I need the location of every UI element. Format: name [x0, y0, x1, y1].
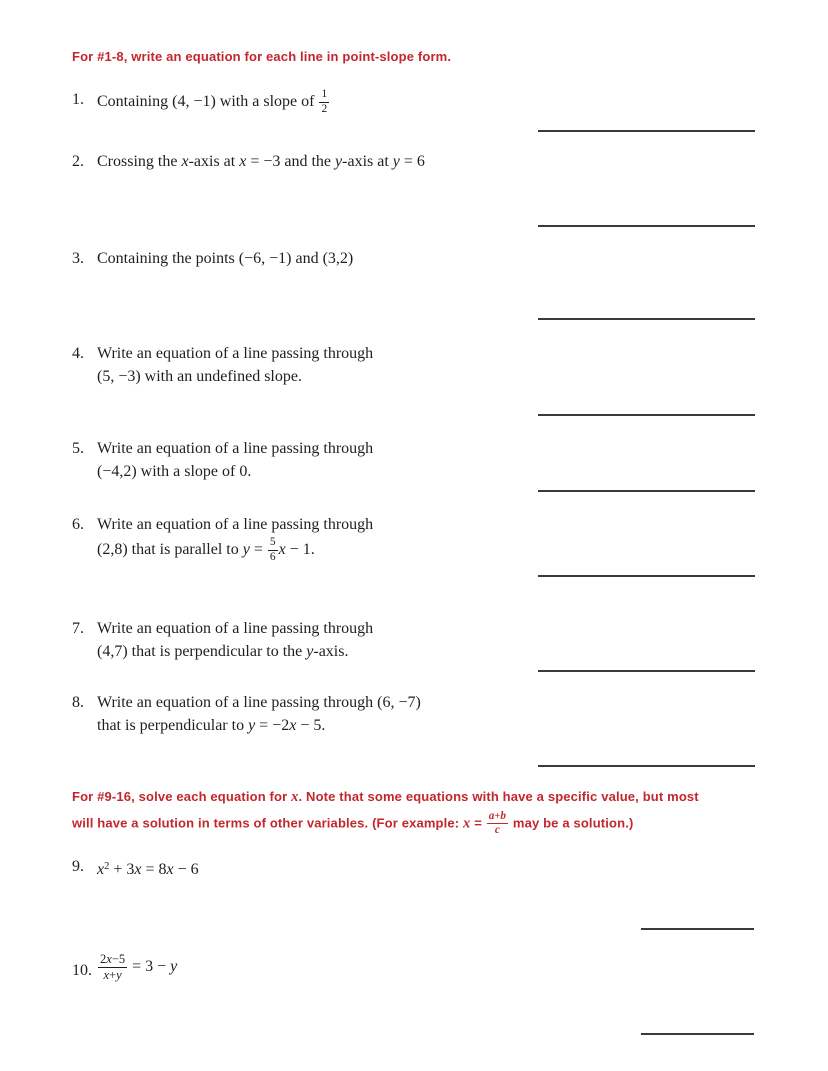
problem-8-text — [97, 691, 421, 737]
section2-instructions-line1: For #9-16, solve each equation for x. Note that some equations with have a specific value, but most — [72, 789, 699, 805]
problem-4-number: 4. — [72, 345, 84, 362]
problem-2-line1: Crossing the x-axis at x = −3 and the y-axis at y = 6 — [97, 153, 425, 170]
problem-4-text — [97, 342, 373, 388]
problem-3-number: 3. — [72, 250, 84, 267]
problem-8 — [72, 691, 421, 737]
problem-7-number: 7. — [72, 620, 84, 637]
answer-blank-9 — [641, 928, 754, 930]
problem-10-line1: $\frac{2x-5}{x+y}$ = 3 − y — [100, 952, 178, 982]
problem-8-number: 8. — [72, 694, 84, 711]
problem-8-line2: that is perpendicular to y = −2x − 5. — [97, 717, 326, 734]
problem-2-text — [97, 150, 425, 173]
problem-1-line1: Containing (4, −1) with a slope of $\frac{1}{2}$ — [97, 88, 328, 115]
answer-blank-6 — [538, 575, 755, 577]
section2-instructions-line2: will have a solution in terms of other variables. (For example: x = $\frac{a+b}{c}$ may be a solution.) — [72, 810, 634, 837]
answer-blank-5 — [538, 490, 755, 492]
problem-7-text — [97, 617, 373, 663]
answer-blank-1 — [538, 130, 755, 132]
problem-4-line1: Write an equation of a line passing through — [97, 345, 374, 362]
problem-6-line1: Write an equation of a line passing through — [97, 516, 374, 533]
problem-4-line2: (5, −3) with an undefined slope. — [97, 368, 302, 385]
problem-6-line2: (2,8) that is parallel to y = $\frac{5}{6}$ x − 1. — [97, 536, 315, 563]
answer-blank-3 — [538, 318, 755, 320]
answer-blank-7 — [538, 670, 755, 672]
answer-blank-4 — [538, 414, 755, 416]
problem-9-line1: $x^2 + 3x = 8x - 6$ — [97, 861, 199, 878]
problem-7 — [72, 617, 373, 663]
problem-6 — [72, 513, 373, 565]
problem-5-line1: Write an equation of a line passing through — [97, 440, 374, 457]
problem-6-number: 6. — [72, 516, 84, 533]
section1-instructions: For #1-8, write an equation for each line in point-slope form. — [72, 49, 452, 64]
problem-2 — [72, 150, 425, 173]
problem-5-number: 5. — [72, 440, 84, 457]
problem-7-line2: (4,7) that is perpendicular to the y-axis. — [97, 643, 349, 660]
problem-2-number: 2. — [72, 153, 84, 170]
problem-9 — [72, 855, 199, 881]
problem-5-line2: (−4,2) with a slope of 0. — [97, 463, 252, 480]
problem-3 — [72, 247, 353, 270]
problem-9-text — [97, 855, 199, 881]
problem-3-text — [97, 247, 353, 270]
problem-5-text — [97, 437, 373, 483]
problem-6-text — [97, 513, 373, 565]
answer-blank-8 — [538, 765, 755, 767]
problem-5 — [72, 437, 373, 483]
problem-10-number: 10. — [72, 962, 92, 979]
problem-8-line1: Write an equation of a line passing through (6, −7) — [97, 694, 421, 711]
problem-4 — [72, 342, 373, 388]
problem-1-number: 1. — [72, 91, 84, 108]
problem-9-number: 9. — [72, 858, 84, 875]
problem-3-line1: Containing the points (−6, −1) and (3,2) — [97, 250, 354, 267]
problem-1-text — [97, 88, 330, 117]
answer-blank-10 — [641, 1033, 754, 1035]
problem-7-line1: Write an equation of a line passing through — [97, 620, 374, 637]
problem-10-text — [97, 952, 177, 983]
problem-10 — [72, 952, 177, 983]
problem-1 — [72, 88, 330, 117]
answer-blank-2 — [538, 225, 755, 227]
